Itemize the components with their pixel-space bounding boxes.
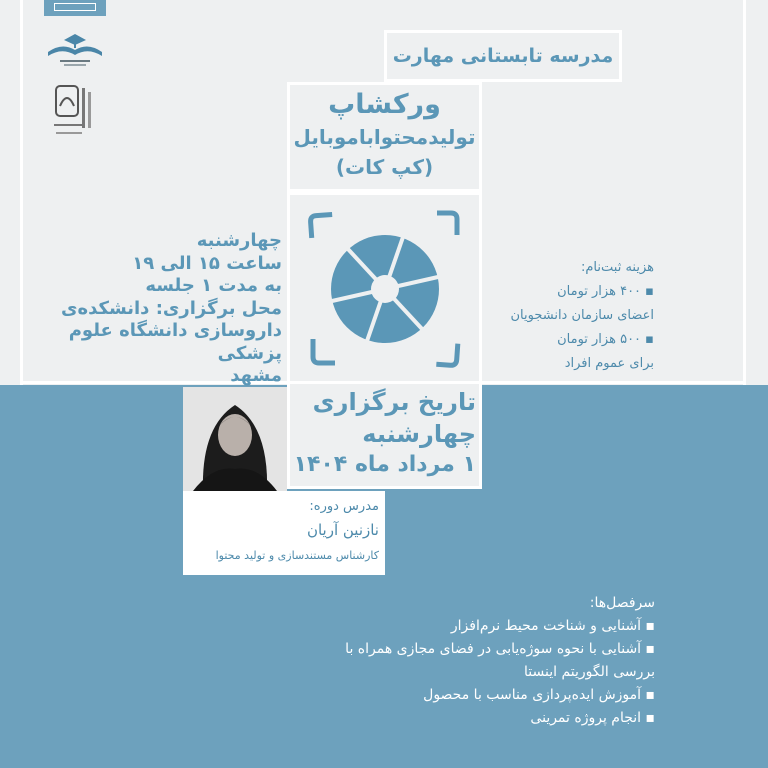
book-logo-icon [40, 26, 110, 70]
schedule-block [30, 230, 282, 388]
syllabus-item: ▪ آشنایی با نحوه سوژه‌یابی در فضای مجازی همراه با [345, 641, 655, 657]
date-day: چهارشنبه [362, 420, 476, 448]
syllabus-block [270, 592, 655, 730]
workshop-app-name: (کپ کات) [335, 155, 434, 179]
fee-item-2: ▪ ۵۰۰ هزار تومان [557, 332, 654, 347]
corner-tag-frame [54, 3, 96, 11]
workshop-title: ورکشاپ [328, 89, 441, 120]
syllabus-item: ▪ آشنایی و شناخت محیط نرم‌افزار [450, 618, 655, 634]
venue-line2: داروسازی دانشگاه علوم پزشکی [68, 320, 282, 364]
camera-aperture-icon [305, 207, 465, 372]
frame-line-right [743, 0, 746, 385]
workshop-subtitle: تولیدمحتواباموبایل [293, 125, 476, 149]
syllabus-item: بررسی الگوریتم اینستا [524, 664, 655, 680]
date-full: ۱ مرداد ماه ۱۴۰۴ [293, 452, 476, 477]
schedule-duration: به مدت ۱ جلسه [145, 275, 282, 296]
instructor-name: نازنین آریان [306, 521, 379, 539]
frame-line-left [20, 0, 23, 385]
school-name-box [384, 30, 622, 82]
fees-block [486, 256, 654, 376]
fee-item-1: ▪ ۴۰۰ هزار تومان [557, 284, 654, 299]
fees-title: هزینه ثبت‌نام: [581, 260, 654, 275]
instructor-photo [183, 387, 287, 491]
school-name: مدرسه تابستانی مهارت [392, 45, 614, 67]
instructor-label: مدرس دوره: [309, 499, 379, 514]
venue-line3: مشهد [230, 365, 282, 386]
schedule-time: ساعت ۱۵ الی ۱۹ [132, 252, 282, 274]
date-title: تاریخ برگزاری [312, 388, 476, 416]
schedule-day: چهارشنبه [196, 230, 282, 251]
instructor-card [183, 491, 385, 575]
syllabus-item: ▪ انجام پروژه تمرینی [530, 710, 655, 726]
date-box [287, 381, 482, 489]
fee-item-2-note: برای عموم افراد [564, 356, 654, 371]
venue-label: محل برگزاری: دانشکده‌ی [60, 297, 282, 319]
syllabus-item: ▪ آموزش ایده‌پردازی مناسب با محصول [423, 687, 655, 703]
fee-item-1-note: اعضای سازمان دانشجویان [510, 308, 654, 323]
university-seal-icon [48, 82, 102, 146]
camera-box [287, 192, 482, 384]
workshop-title-box [287, 82, 482, 192]
instructor-title: کارشناس مستندسازی و تولید محتوا [215, 549, 379, 562]
syllabus-title: سرفصل‌ها: [589, 595, 655, 611]
